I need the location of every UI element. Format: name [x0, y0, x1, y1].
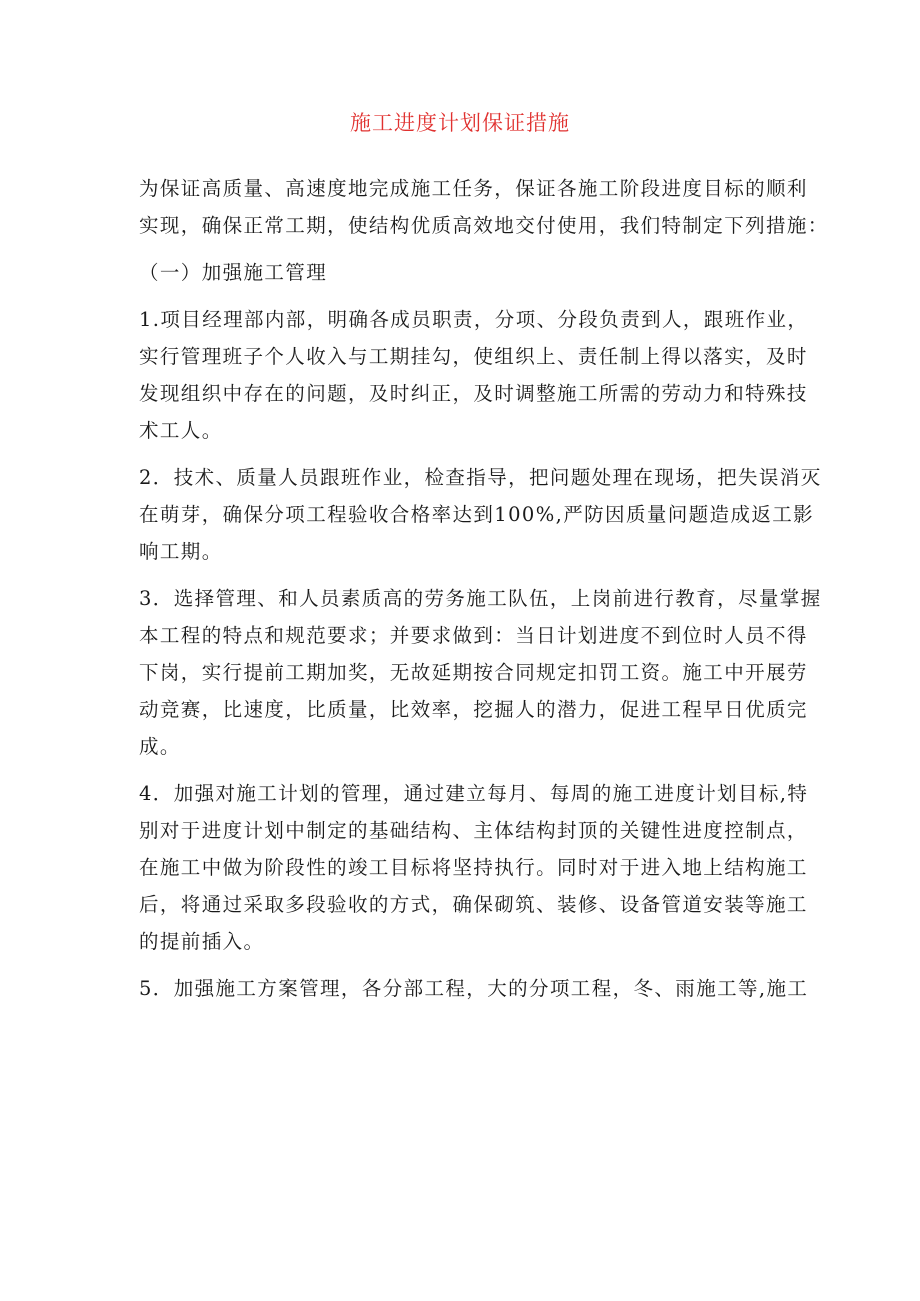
document-title: 施工进度计划保证措施	[350, 111, 570, 135]
list-item-line: 成。	[139, 735, 181, 758]
list-item-line: 动竞赛，比速度，比质量，比效率，挖掘人的潜力，促进工程早日优质完	[139, 698, 808, 721]
intro-paragraph	[139, 170, 829, 244]
list-item-line: 在萌芽，确保分项工程验收合格率达到100%,严防因质量问题造成返工影	[139, 503, 815, 526]
list-item-2	[139, 459, 822, 570]
list-item-4	[139, 775, 809, 960]
list-item-line: 5．加强施工方案管理，各分部工程，大的分项工程，冬、雨施工等,施工	[139, 977, 809, 1000]
list-item-1	[139, 301, 809, 449]
list-item-line: 2．技术、质量人员跟班作业，检查指导，把问题处理在现场，把失误消灭	[139, 466, 822, 489]
list-item-line: 在施工中做为阶段性的竣工目标将坚持执行。同时对于进入地上结构施工	[139, 856, 808, 879]
list-item-line: 4．加强对施工计划的管理，通过建立每月、每周的施工进度计划目标,特	[139, 782, 809, 805]
list-item-line: 实行管理班子个人收入与工期挂勾，使组织上、责任制上得以落实，及时	[139, 345, 808, 368]
list-item-line: 本工程的特点和规范要求；并要求做到：当日计划进度不到位时人员不得	[139, 624, 808, 647]
intro-line: 实现，确保正常工期，使结构优质高效地交付使用，我们特制定下列措施：	[139, 214, 829, 237]
list-item-line: 下岗，实行提前工期加奖，无故延期按合同规定扣罚工资。施工中开展劳	[139, 661, 808, 684]
list-item-line: 1.项目经理部内部，明确各成员职责，分项、分段负责到人，跟班作业，	[139, 308, 809, 331]
list-item-line: 发现组织中存在的问题，及时纠正，及时调整施工所需的劳动力和特殊技	[139, 382, 808, 405]
list-item-line: 别对于进度计划中制定的基础结构、主体结构封顶的关键性进度控制点，	[139, 819, 808, 842]
section-heading	[139, 254, 784, 291]
list-item-line: 响工期。	[139, 540, 223, 563]
document-body	[139, 170, 829, 1017]
list-item-line: 的提前插入。	[139, 930, 265, 953]
section-heading-text: （一）加强施工管理	[139, 261, 328, 284]
list-item-5	[139, 970, 809, 1007]
list-item-3	[139, 580, 822, 765]
list-item-line: 后，将通过采取多段验收的方式，确保砌筑、装修、设备管道安装等施工	[139, 893, 808, 916]
intro-line: 为保证高质量、高速度地完成施工任务，保证各施工阶段进度目标的顺利	[139, 177, 808, 200]
list-item-line: 术工人。	[139, 419, 223, 442]
list-item-line: 3．选择管理、和人员素质高的劳务施工队伍，上岗前进行教育，尽量掌握	[139, 587, 822, 610]
